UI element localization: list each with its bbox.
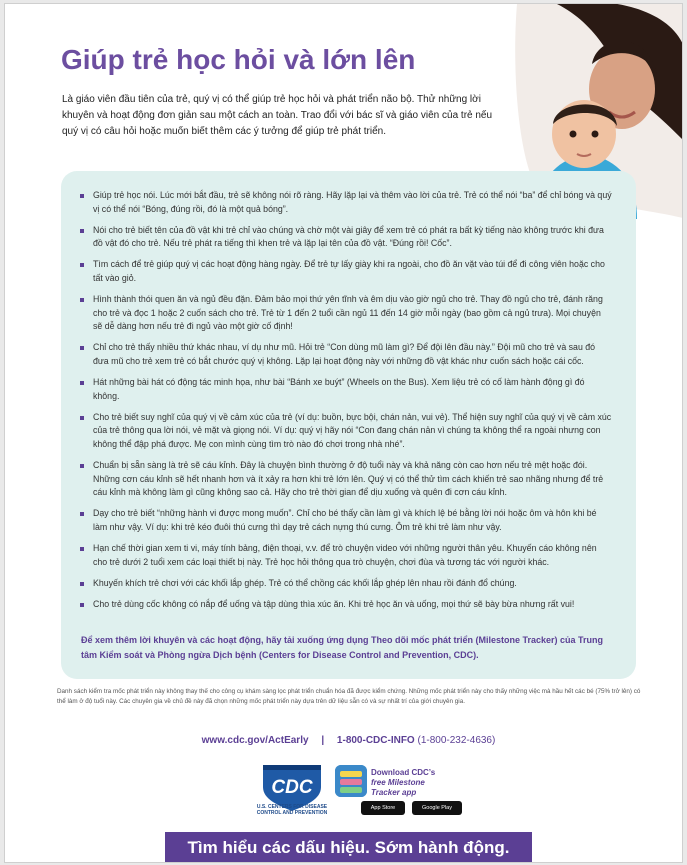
learn-signs-banner: Tìm hiểu các dấu hiệu. Sớm hành động. [165, 832, 532, 863]
tip-item: Cho trẻ dùng cốc không có nắp để uống và tập dùng thìa xúc ăn. Khi trẻ học ăn và uống, mọi thứ sẽ bày bừa nhưng rất vui! [91, 598, 612, 612]
contact-separator: | [321, 735, 325, 746]
app-store-badge[interactable]: App Store [361, 801, 405, 815]
tip-item: Giúp trẻ học nói. Lúc mới bắt đầu, trẻ sẽ không nói rõ ràng. Hãy lặp lại và thêm vào lời của trẻ. Trẻ có thể nói “ba” để chỉ bóng và quý vị có thể nói “Bóng, đúng rồi, đó là một quả bóng”. [91, 189, 612, 216]
page-title: Giúp trẻ học hỏi và lớn lên [61, 44, 416, 75]
tip-item: Hình thành thói quen ăn và ngủ đều đặn. Đảm bảo mọi thứ yên tĩnh và êm dịu vào giờ ngủ cho trẻ. Thay đồ ngủ cho trẻ, đánh răng cho trẻ và đọc 1 hoặc 2 cuốn sách cho trẻ. Trẻ từ 1 đến 2 tuổi cần ngủ 11 đến 14 giờ mỗi ngày (bao gồm cả ngủ trưa). Mọi chuyện sẽ dễ dàng hơn nếu trẻ đi ngủ vào một giờ cố định! [91, 293, 612, 334]
cdc-tagline: U.S. CENTERS FOR DISEASE CONTROL AND PREVENTION [256, 804, 328, 816]
phone-number[interactable]: 1-800-CDC-INFO [336, 735, 415, 746]
google-play-badge[interactable]: Google Play [412, 801, 462, 815]
app-promo-line: Download CDC’s [371, 768, 436, 777]
tips-panel [61, 171, 636, 679]
app-download-note: Để xem thêm lời khuyên và các hoạt động, hãy tải xuống ứng dụng Theo dõi mốc phát triển (Milestone Tracker) của Trung tâm Kiểm soát và Phòng ngừa Dịch bệnh (Centers for Disease Control and Prevention, CDC). [81, 635, 603, 660]
tip-item: Hát những bài hát có động tác minh họa, như bài “Bánh xe buýt” (Wheels on the Bus). Xem liệu trẻ có cố làm hành động gì đó không. [91, 376, 612, 403]
tip-item: Chuẩn bị sẵn sàng là trẻ sẽ cáu kỉnh. Đây là chuyện bình thường ở độ tuổi này và khả năng còn cao hơn nếu trẻ mệt hoặc đói. Những cơn cáu kỉnh sẽ hết nhanh hơn và ít xảy ra hơn khi trẻ lớn lên. Quý vị có thể thử tìm cách khiến trẻ sao nhãng nhưng để trẻ cáu kỉnh mà không làm gì cũng không sao cả. Hãy cho trẻ thời gian để dịu xuống và quên đi cơn cáu kỉnh. [91, 459, 612, 500]
website-link[interactable]: www.cdc.gov/ActEarly [201, 735, 309, 746]
contact-line [5, 735, 683, 746]
milestone-tracker-app-icon[interactable] [335, 765, 367, 797]
disclaimer: Danh sách kiểm tra mốc phát triển này không thay thế cho công cụ khám sàng lọc phát triển chuẩn hóa đã được kiểm chứng. Những mốc phát triển này cho thấy những việc mà hầu hết các bé (75% trở lên) có thể làm ở độ tuổi này. Các chuyên gia về chủ đề này đã chọn những mốc phát triển này dựa trên dữ liệu sẵn có và sự nhất trí của giới chuyên gia. [57, 688, 641, 705]
tip-item: Nói cho trẻ biết tên của đồ vật khi trẻ chỉ vào chúng và chờ một vài giây để xem trẻ có phát ra bất kỳ tiếng nào không trước khi đưa đồ vật đó cho trẻ. Nếu trẻ phát ra tiếng thì khen trẻ và lặp lại tên của đồ vật. “Đúng rồi! Cốc”. [91, 224, 612, 251]
phone-number-alt: (1-800-232-4636) [417, 735, 496, 746]
cdc-logo-text: CDC [271, 777, 313, 798]
tips-list [61, 171, 636, 611]
app-promo-text [371, 768, 451, 798]
tip-item: Chỉ cho trẻ thấy nhiều thứ khác nhau, ví dụ như mũ. Hỏi trẻ “Con dùng mũ làm gì? Để đội lên đầu này.” Đội mũ cho trẻ và sau đó đưa mũ cho trẻ xem trẻ có bắt chước quý vị không. Lặp lại hoạt động này với những đồ vật khác như cuốn sách hoặc cái cốc. [91, 341, 612, 368]
page [4, 3, 683, 863]
tip-item: Cho trẻ biết suy nghĩ của quý vị về cảm xúc của trẻ (ví dụ: buồn, bực bội, chán nản, vui vẻ). Thể hiện suy nghĩ của quý vị về cảm xúc của trẻ thông qua lời nói, vẻ mặt và giọng nói. Ví dụ: quý vị hãy nói “Con đang chán nản vì chúng ta không thể ra ngoài nhưng con không thể đập phá được. Mẹ con mình cùng tìm trò nào đó chơi trong nhà nhé”. [91, 411, 612, 452]
intro-paragraph: Là giáo viên đầu tiên của trẻ, quý vị có thể giúp trẻ học hỏi và phát triển não bộ. Thử những lời khuyên và hoạt động đơn giản sau một cách an toàn. Trao đổi với bác sĩ và giáo viên của trẻ nếu quý vị có câu hỏi hoặc muốn biết thêm các ý tưởng để giúp trẻ phát triển. [62, 94, 493, 137]
tip-item: Hạn chế thời gian xem ti vi, máy tính bảng, điện thoại, v.v. để trò chuyện video với những người thân yêu. Khuyến cáo không nên cho trẻ dưới 2 tuổi xem các loại thiết bị này. Trẻ học hỏi thông qua trò chuyện, chơi đùa và tương tác với người khác. [91, 542, 612, 569]
tip-item: Khuyến khích trẻ chơi với các khối lắp ghép. Trẻ có thể chồng các khối lắp ghép lên nhau rồi đánh đổ chúng. [91, 577, 612, 591]
tip-item: Dạy cho trẻ biết “những hành vi được mong muốn”. Chỉ cho bé thấy cần làm gì và khích lệ bé bằng lời nói hoặc ôm và hôn khi bé làm như vậy. Ví dụ: khi trẻ kéo đuôi thú cưng thì dạy trẻ cách nựng thú cưng. Ôm trẻ khi trẻ làm như vậy. [91, 507, 612, 534]
app-promo-line: free Milestone [371, 778, 425, 787]
app-promo-line: Tracker app [371, 788, 417, 797]
tip-item: Tìm cách để trẻ giúp quý vị các hoạt động hàng ngày. Để trẻ tự lấy giày khi ra ngoài, cho đồ ăn vặt vào túi để đi công viên hoặc cho tất vào giỏ. [91, 258, 612, 285]
